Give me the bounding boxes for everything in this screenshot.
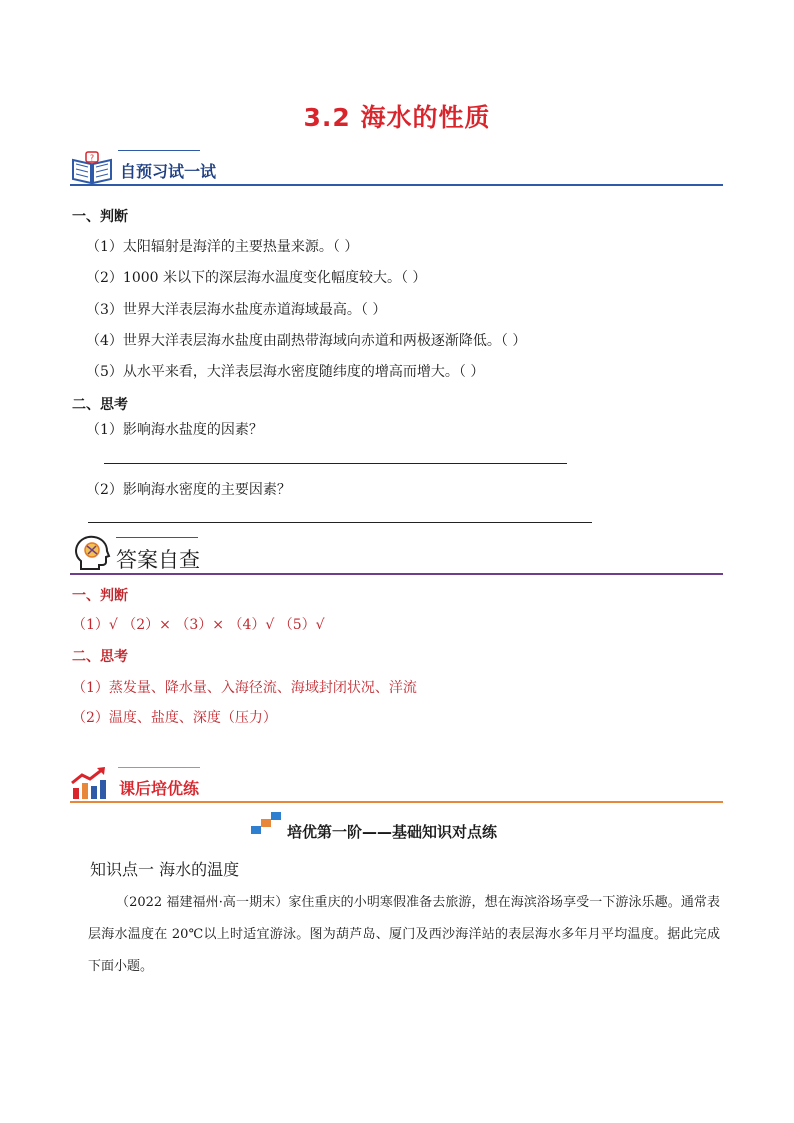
topic-heading: 知识点一 海水的温度 [90, 860, 240, 879]
think-question: （2）影响海水密度的主要因素？ [86, 482, 291, 498]
growth-chart-icon [70, 766, 108, 800]
question-item: （3）世界大洋表层海水盐度赤道海域最高。（ ） [86, 302, 387, 318]
question-item: （2）1000 米以下的深层海水温度变化幅度较大。（ ） [86, 270, 427, 286]
think-answer: （2）温度、盐度、深度（压力） [72, 710, 277, 726]
question-item: （1）太阳辐射是海洋的主要热量来源。（ ） [86, 239, 359, 255]
svg-text:?: ? [89, 153, 95, 163]
section-label-practice: 课后培优练 [119, 779, 200, 798]
head-icon [72, 534, 112, 574]
section-label-answers: 答案自查 [116, 548, 200, 572]
question-item: （5）从水平来看，大洋表层海水密度随纬度的增高而增大。（ ） [86, 364, 485, 380]
question-paragraph: （2022 福建福州·高一期末）家住重庆的小明寒假准备去旅游，想在海滨浴场享受一下游泳乐趣。通常表层海水温度在 20℃以上时适宜游泳。图为葫芦岛、厦门及西沙海洋站的表层海水多年月平均温度。据此完成下面小题。 [88, 895, 720, 974]
question-item: （4）世界大洋表层海水盐度由副热带海域向赤道和两极逐渐降低。（ ） [86, 333, 527, 349]
section-accent-line [116, 537, 198, 538]
section-rule-orange [70, 801, 723, 803]
answer-blank-line[interactable] [104, 463, 567, 464]
judge-answers: （1）√ （2）× （3）× （4）√ （5）√ [72, 617, 325, 633]
section-rule-blue [70, 184, 723, 186]
part1-heading: 一、判断 [72, 209, 128, 225]
section-accent-line [118, 150, 200, 151]
answer-part1-heading: 一、判断 [72, 588, 128, 604]
answer-blank-line[interactable] [88, 522, 592, 523]
page-title: 3.2 海水的性质 [303, 103, 491, 132]
steps-icon [249, 810, 283, 836]
section-rule-purple [70, 573, 723, 575]
answer-part2-heading: 二、思考 [72, 649, 128, 665]
stage-heading: 培优第一阶——基础知识对点练 [287, 823, 498, 841]
section-label-preview: 自预习试一试 [120, 162, 217, 181]
section-accent-line [118, 767, 200, 768]
think-question: （1）影响海水盐度的因素？ [86, 422, 263, 438]
think-answer: （1）蒸发量、降水量、入海径流、海域封闭状况、洋流 [72, 680, 417, 696]
part2-heading: 二、思考 [72, 397, 128, 413]
book-icon [70, 150, 114, 186]
